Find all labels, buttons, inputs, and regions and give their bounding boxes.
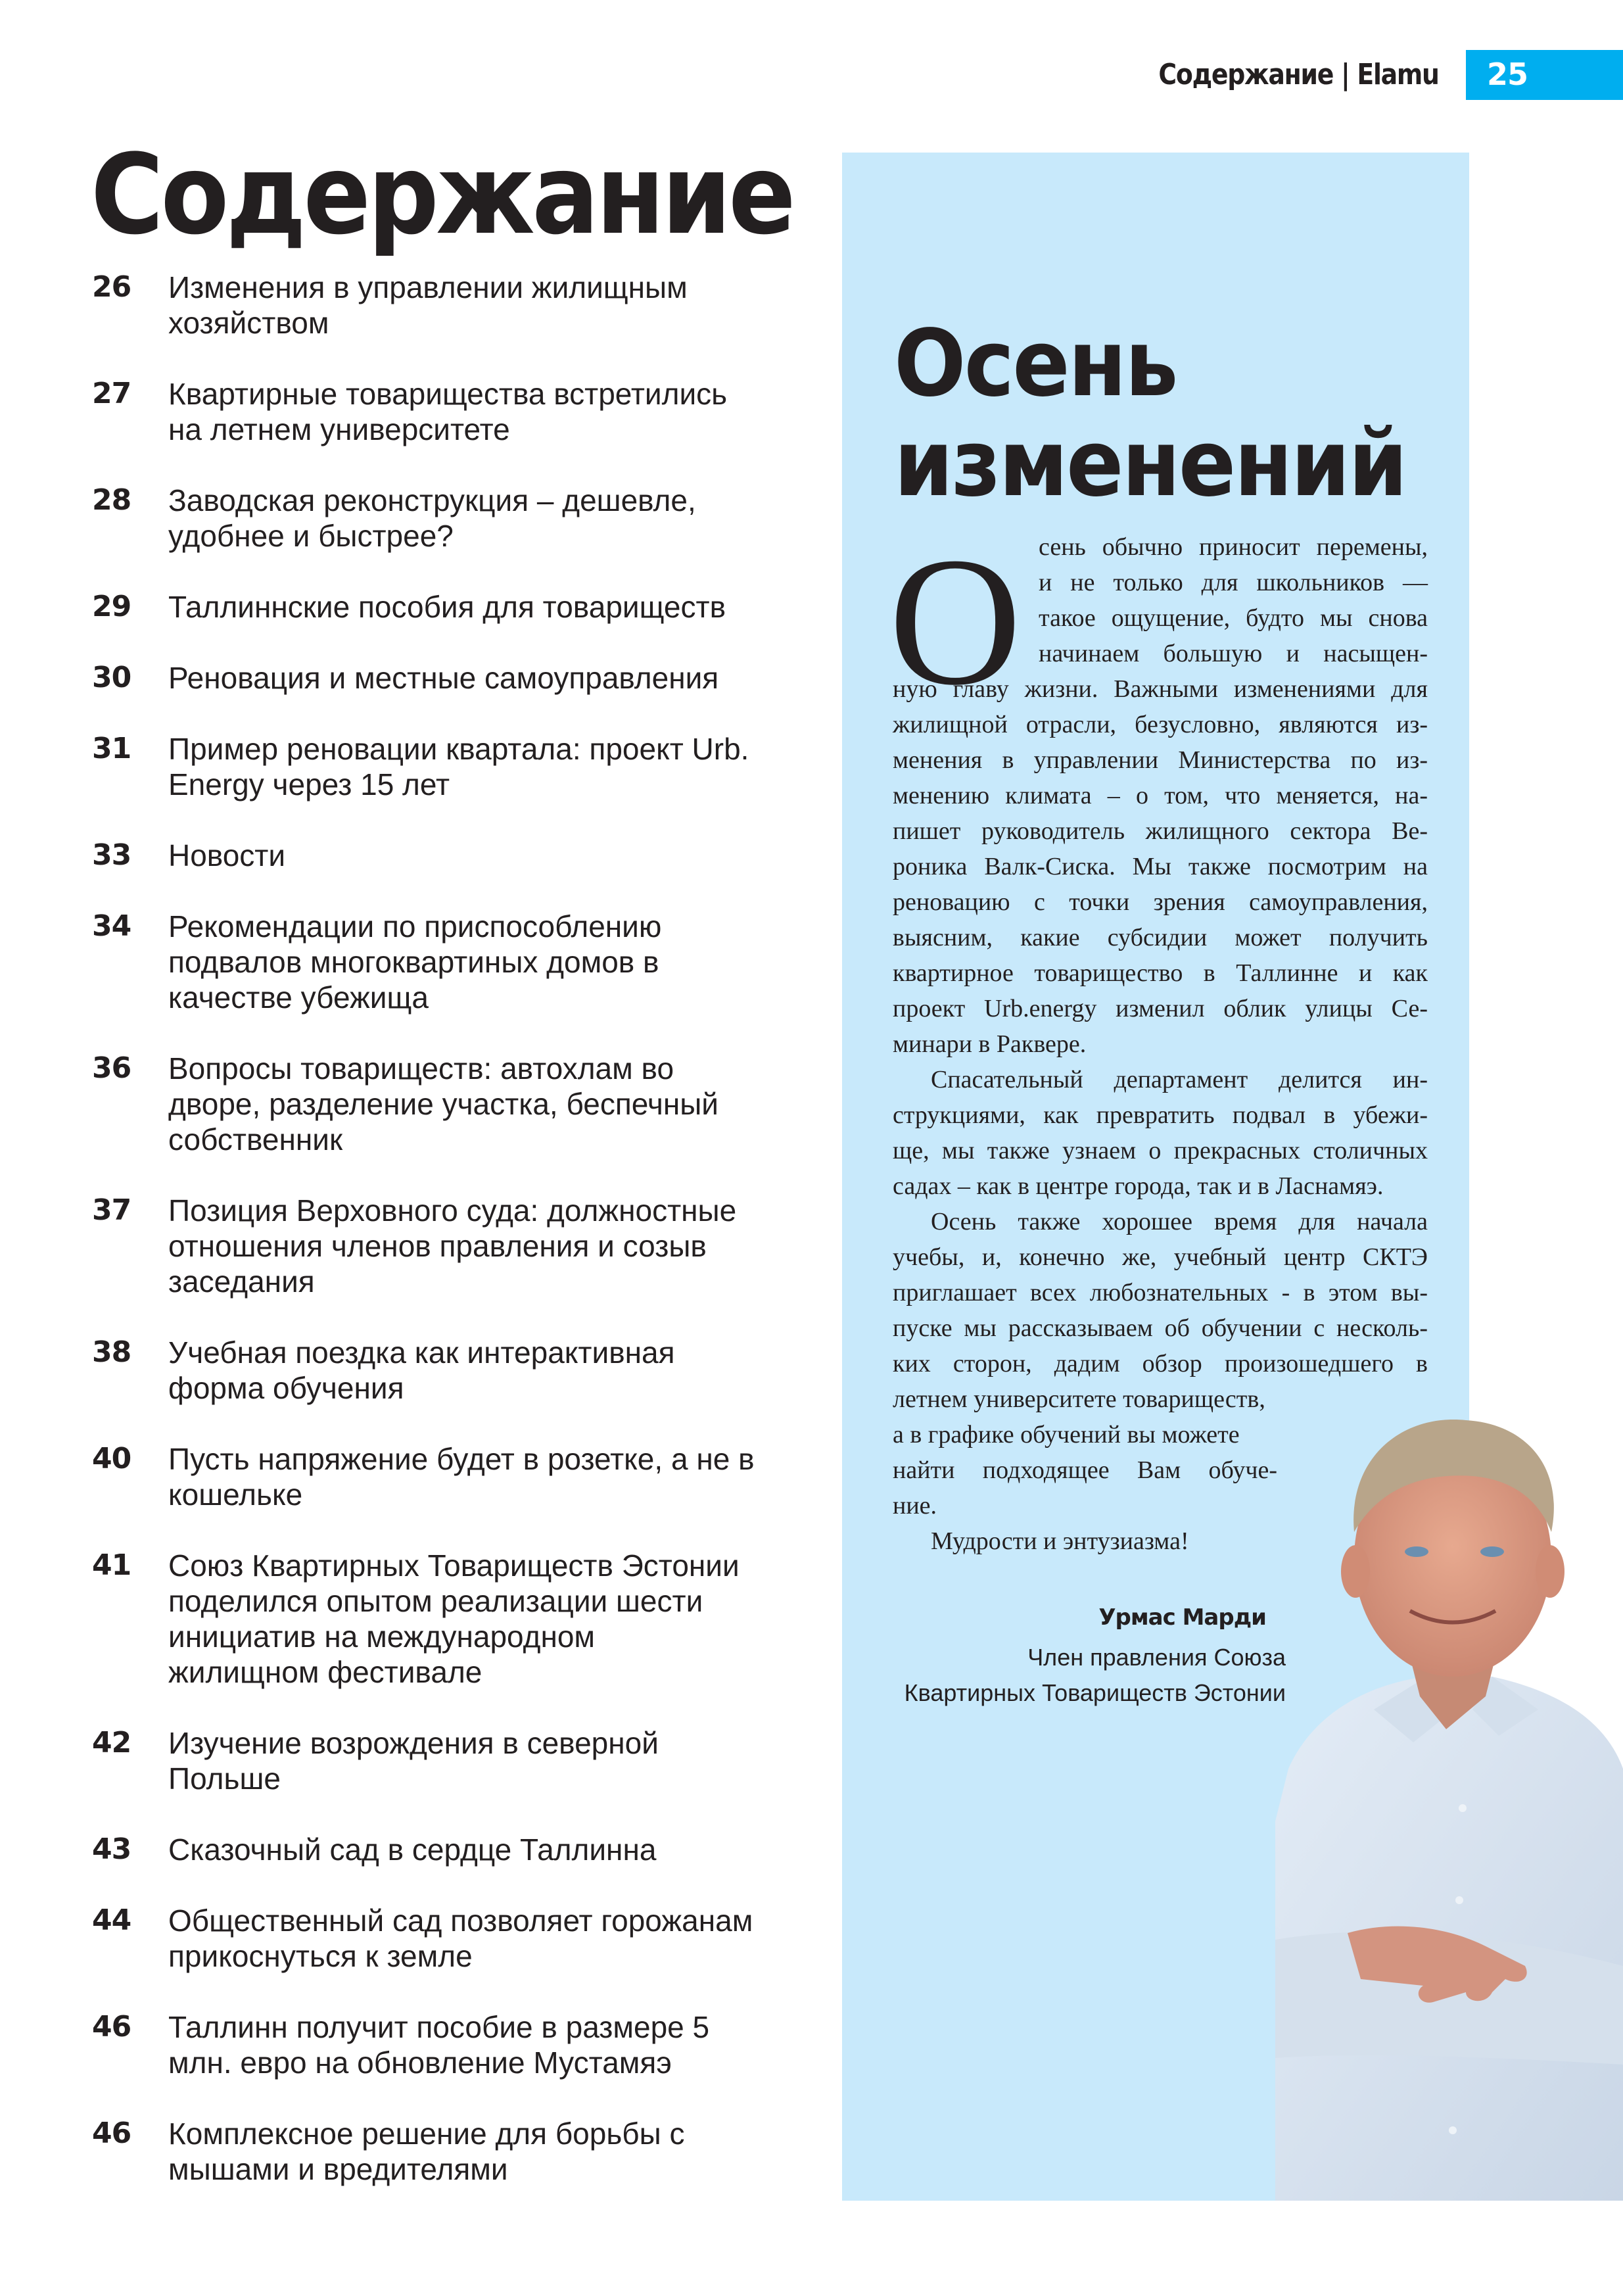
toc-item-title: Таллиннские пособия для товариществ: [168, 590, 726, 624]
toc-item-page: 46: [92, 2117, 131, 2150]
editorial-line: роника Валк-Сиска. Мы также посмотрим на: [893, 853, 1428, 880]
editorial-line: реновацию с точки зрения самоуправления,: [893, 888, 1428, 916]
editorial-line: выясним, какие субсидии может получить: [893, 924, 1428, 951]
editorial-line: ную главу жизни. Важными изменениями для: [893, 675, 1428, 703]
shirt-button: [1449, 2126, 1457, 2134]
toc-item-page: 38: [92, 1335, 131, 1369]
toc-item-title: Реновация и местные самоуправления: [168, 661, 719, 695]
editorial-line: учебы, и, конечно же, учебный центр СКТЭ: [893, 1243, 1428, 1271]
toc-item[interactable]: [92, 660, 802, 696]
editorial-line: и не только для школьников —: [1039, 569, 1428, 596]
toc-item-page: 43: [92, 1832, 131, 1866]
editorial-line: летнем университете товариществ,: [893, 1385, 1265, 1413]
toc-title: Содержание: [91, 130, 793, 259]
editorial-line: найти подходящее Вам обуче-: [893, 1456, 1277, 1484]
portrait-photo: [1275, 1400, 1623, 2201]
toc-item[interactable]: [92, 1725, 802, 1796]
toc-item-page: 40: [92, 1442, 131, 1475]
toc-item[interactable]: [92, 589, 802, 625]
editorial-line: пишет руководитель жилищного сектора Ве-: [893, 817, 1428, 845]
toc-item-page: 34: [92, 909, 131, 943]
toc-item-title: Изменения в управлении жилищным хозяйством: [168, 270, 688, 340]
ear-right: [1536, 1545, 1564, 1598]
eye-right: [1480, 1546, 1504, 1557]
toc-item-title: Таллинн получит пособие в размере 5 млн. евро на обновление Мустамяэ: [168, 2010, 710, 2080]
editorial-line: менения в управлении Министерства по из-: [893, 746, 1428, 774]
toc-item-page: 27: [92, 377, 131, 410]
editorial-line: ких сторон, дадим обзор произошедшего в: [893, 1350, 1428, 1377]
toc-item-title: Пусть напряжение будет в розетке, а не в кошельке: [168, 1442, 755, 1512]
editorial-line: сень обычно приносит перемены,: [1039, 533, 1428, 561]
toc-item-page: 29: [92, 590, 131, 623]
toc-item[interactable]: [92, 2009, 802, 2080]
editorial-line: струкциями, как превратить подвал в убежи-: [893, 1101, 1428, 1129]
toc-item-title: Учебная поездка как интерактивная форма обучения: [168, 1335, 675, 1405]
toc-item-title: Рекомендации по приспособлению подвалов многоквартиных домов в качестве убежища: [168, 909, 662, 1015]
toc-item-page: 42: [92, 1726, 131, 1759]
toc-item-title: Союз Квартирных Товариществ Эстонии поделился опытом реализации шести инициатив на международном жилищном фестивале: [168, 1548, 740, 1689]
toc-item-title: Заводская реконструкция – дешевле, удобнее и быстрее?: [168, 483, 696, 553]
toc-item[interactable]: [92, 1441, 802, 1512]
editorial-title: Осень изменений: [894, 310, 1406, 517]
toc-item-title: Изучение возрождения в северной Польше: [168, 1726, 659, 1796]
toc-item[interactable]: [92, 483, 802, 554]
toc-item-page: 41: [92, 1548, 131, 1582]
editorial-line: жилищной отрасли, безусловно, являются из-: [893, 711, 1428, 738]
editorial-line: начинаем большую и насыщен-: [1039, 640, 1428, 667]
signature-role: Член правления Союза Квартирных Товариществ Эстонии: [904, 1644, 1286, 1706]
toc-item-page: 36: [92, 1051, 131, 1085]
toc-item[interactable]: [92, 1548, 802, 1690]
toc-item[interactable]: [92, 1193, 802, 1299]
toc-item-page: 44: [92, 1903, 131, 1937]
toc-item-title: Квартирные товарищества встретились на летнем университете: [168, 377, 728, 446]
toc-item-title: Сказочный сад в сердце Таллинна: [168, 1832, 657, 1867]
editorial-line: минари в Раквере.: [893, 1030, 1087, 1058]
toc-item-title: Комплексное решение для борьбы с мышами и вредителями: [168, 2117, 685, 2186]
shirt-button: [1459, 1804, 1467, 1812]
editorial-line: приглашает всех любознательных - в этом вы-: [893, 1279, 1428, 1306]
toc-item-page: 28: [92, 483, 131, 517]
toc-item-title: Пример реновации квартала: проект Urb. Energy через 15 лет: [168, 732, 749, 801]
toc-item[interactable]: [92, 838, 802, 873]
toc-item-page: 26: [92, 270, 131, 304]
signature-name: Урмас Марди: [1098, 1604, 1266, 1631]
page-number: 25: [1487, 57, 1528, 92]
editorial-line: Мудрости и энтузиазма!: [931, 1527, 1189, 1555]
toc-item-title: Позиция Верховного суда: должностные отношения членов правления и созыв заседания: [168, 1193, 737, 1299]
editorial-line: Осень также хорошее время для начала: [931, 1208, 1428, 1235]
toc-item-title: Новости: [168, 838, 286, 873]
drop-cap: О: [889, 519, 1022, 723]
toc-item-page: 30: [92, 661, 131, 694]
toc-item[interactable]: [92, 1335, 802, 1406]
toc-item-page: 31: [92, 732, 131, 765]
editorial-line: ще, мы также узнаем о прекрасных столичных: [893, 1137, 1428, 1164]
toc-item[interactable]: [92, 270, 802, 341]
editorial-line: Спасательный департамент делится ин-: [931, 1066, 1428, 1093]
toc-item[interactable]: [92, 731, 802, 802]
running-header-title: Содержание | Elamu: [1158, 58, 1439, 91]
toc-item[interactable]: [92, 2116, 802, 2187]
editorial-line: проект Urb.energy изменил облик улицы Се-: [893, 995, 1428, 1022]
editorial-line: садах – как в центре города, так и в Ласнамяэ.: [893, 1172, 1384, 1200]
editorial-line: квартирное товарищество в Таллинне и как: [893, 959, 1428, 987]
shirt-button: [1455, 1896, 1463, 1904]
toc-item-title: Вопросы товариществ: автохлам во дворе, разделение участка, беспечный собственник: [168, 1051, 718, 1157]
toc-item-page: 46: [92, 2010, 131, 2044]
editorial-line: такое ощущение, будто мы снова: [1039, 604, 1428, 632]
editorial-line: а в графике обучений вы можете: [893, 1421, 1240, 1448]
toc-item-page: 33: [92, 838, 131, 872]
editorial-line: менению климата – о том, что меняется, на-: [893, 782, 1428, 809]
toc-item[interactable]: [92, 1903, 802, 1974]
toc-item[interactable]: [92, 1051, 802, 1157]
toc-item[interactable]: [92, 909, 802, 1015]
toc-item-title: Общественный сад позволяет горожанам прикоснуться к земле: [168, 1903, 753, 1973]
editorial-line: пуске мы рассказываем об обучении с несколь-: [893, 1314, 1428, 1342]
editorial-line: ние.: [893, 1492, 937, 1519]
toc-item-page: 37: [92, 1193, 131, 1227]
toc-item[interactable]: [92, 376, 802, 447]
toc-item[interactable]: [92, 1832, 802, 1867]
page-number-tab: [1466, 50, 1623, 100]
